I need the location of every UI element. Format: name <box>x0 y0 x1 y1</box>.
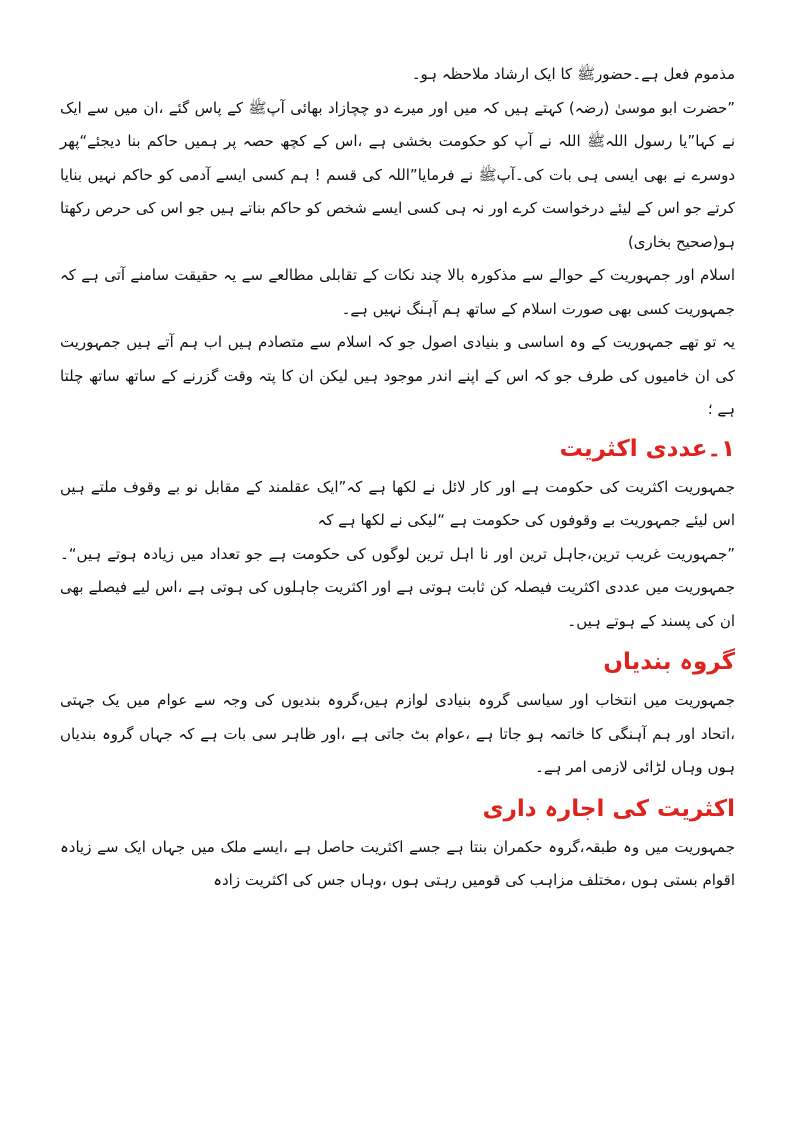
section-heading-factions: گروہ بندیاں <box>603 649 735 675</box>
hadith-quote-paragraph: ”حضرت ابو موسیٰ (رضہ) کہتے ہیں کہ میں اور میرے دو چچازاد بھائی آپﷺ کے پاس گئے ،ان میں سے ایک نے کہا”یا رسول اللہﷺ اللہ نے آپ کو حکومت بخشی ہے ،اس کے کچھ حصہ پر ہمیں حاکم بنا دیجئے“پھر دوسرے نے بھی ایسی ہی بات کی۔آپﷺ نے فرمایا”اللہ کی قسم ! ہم کسی ایسے آدمی کو حاکم نہیں بنایا کرتے جو اس کے لیئے درخواست کرے اور نہ ہی کسی ایسے شخص کو حاکم بناتے ہیں جو اس کی حرص رکھتا ہو(صحیح بخاری) <box>60 98 735 251</box>
intro-paragraph-3: اسلام اور جمہوریت کے حوالے سے مذکورہ بالا چند نکات کے تقابلی مطالعے سے یہ حقیقت سامنے آتی ہے کہ جمہوریت کسی بھی صورت اسلام کے ساتھ ہم آہنگ نہیں ہے۔ <box>60 266 735 318</box>
section1-paragraph-2: ”جمہوریت غریب ترین،جاہل ترین اور نا اہل ترین لوگوں کی حکومت ہے جو تعداد میں زیادہ ہوتے ہیں“۔جمہوریت میں عددی اکثریت فیصلہ کن ثابت ہوتی ہے اور اکثریت جاہلوں کی ہوتی ہے ،اس لیے فیصلے بھی ان کی پسند کے ہوتے ہیں۔ <box>60 544 735 630</box>
page-body <box>60 58 735 898</box>
section2-paragraph-1: جمہوریت میں انتخاب اور سیاسی گروہ بنیادی لوازم ہیں،گروہ بندیوں کی وجہ سے عوام میں یک جہتی ،اتحاد اور ہم آہنگی کا خاتمہ ہو جاتا ہے ،عوام بٹ جاتی ہے ،اور ظاہر سی بات ہے کہ جہاں گروہ بندیاں ہوں وہاں لڑائی لازمی امر ہے۔ <box>60 691 735 776</box>
section1-paragraph-1: جمہوریت اکثریت کی حکومت ہے اور کار لائل نے لکھا ہے کہ”ایک عقلمند کے مقابل نو بے وقوف ملتے ہیں اس لیئے جمہوریت بے وقوفوں کی حکومت ہے “لیکی نے لکھا ہے کہ <box>60 477 735 529</box>
section-heading-numerical-majority: ۱۔عددی اکثریت <box>559 435 735 462</box>
section-heading-majority-monopoly: اکثریت کی اجارہ داری <box>482 795 735 822</box>
section3-paragraph-1: جمہوریت میں وہ طبقہ،گروہ حکمران بنتا ہے جسے اکثریت حاصل ہے ،ایسے ملک میں جہاں ایک سے زیادہ اقوام بستی ہوں ،مختلف مزاہب کی قومیں رہتی ہوں ،وہاں جس کی اکثریت زادہ <box>60 837 735 889</box>
intro-paragraph-4: یہ تو تھے جمہوریت کے وہ اساسی و بنیادی اصول جو کہ اسلام سے متصادم ہیں اب ہم آتے ہیں جمہوریت کی ان خامیوں کی طرف جو کہ اس کے اپنے اندر موجود ہیں لیکن ان کا پتہ وقت گزرنے کے ساتھ ساتھ چلتا ہے ؛ <box>60 333 735 418</box>
intro-paragraph-1: مذموم فعل ہے۔حضورﷺ کا ایک ارشاد ملاحظہ ہو۔ <box>411 65 735 83</box>
